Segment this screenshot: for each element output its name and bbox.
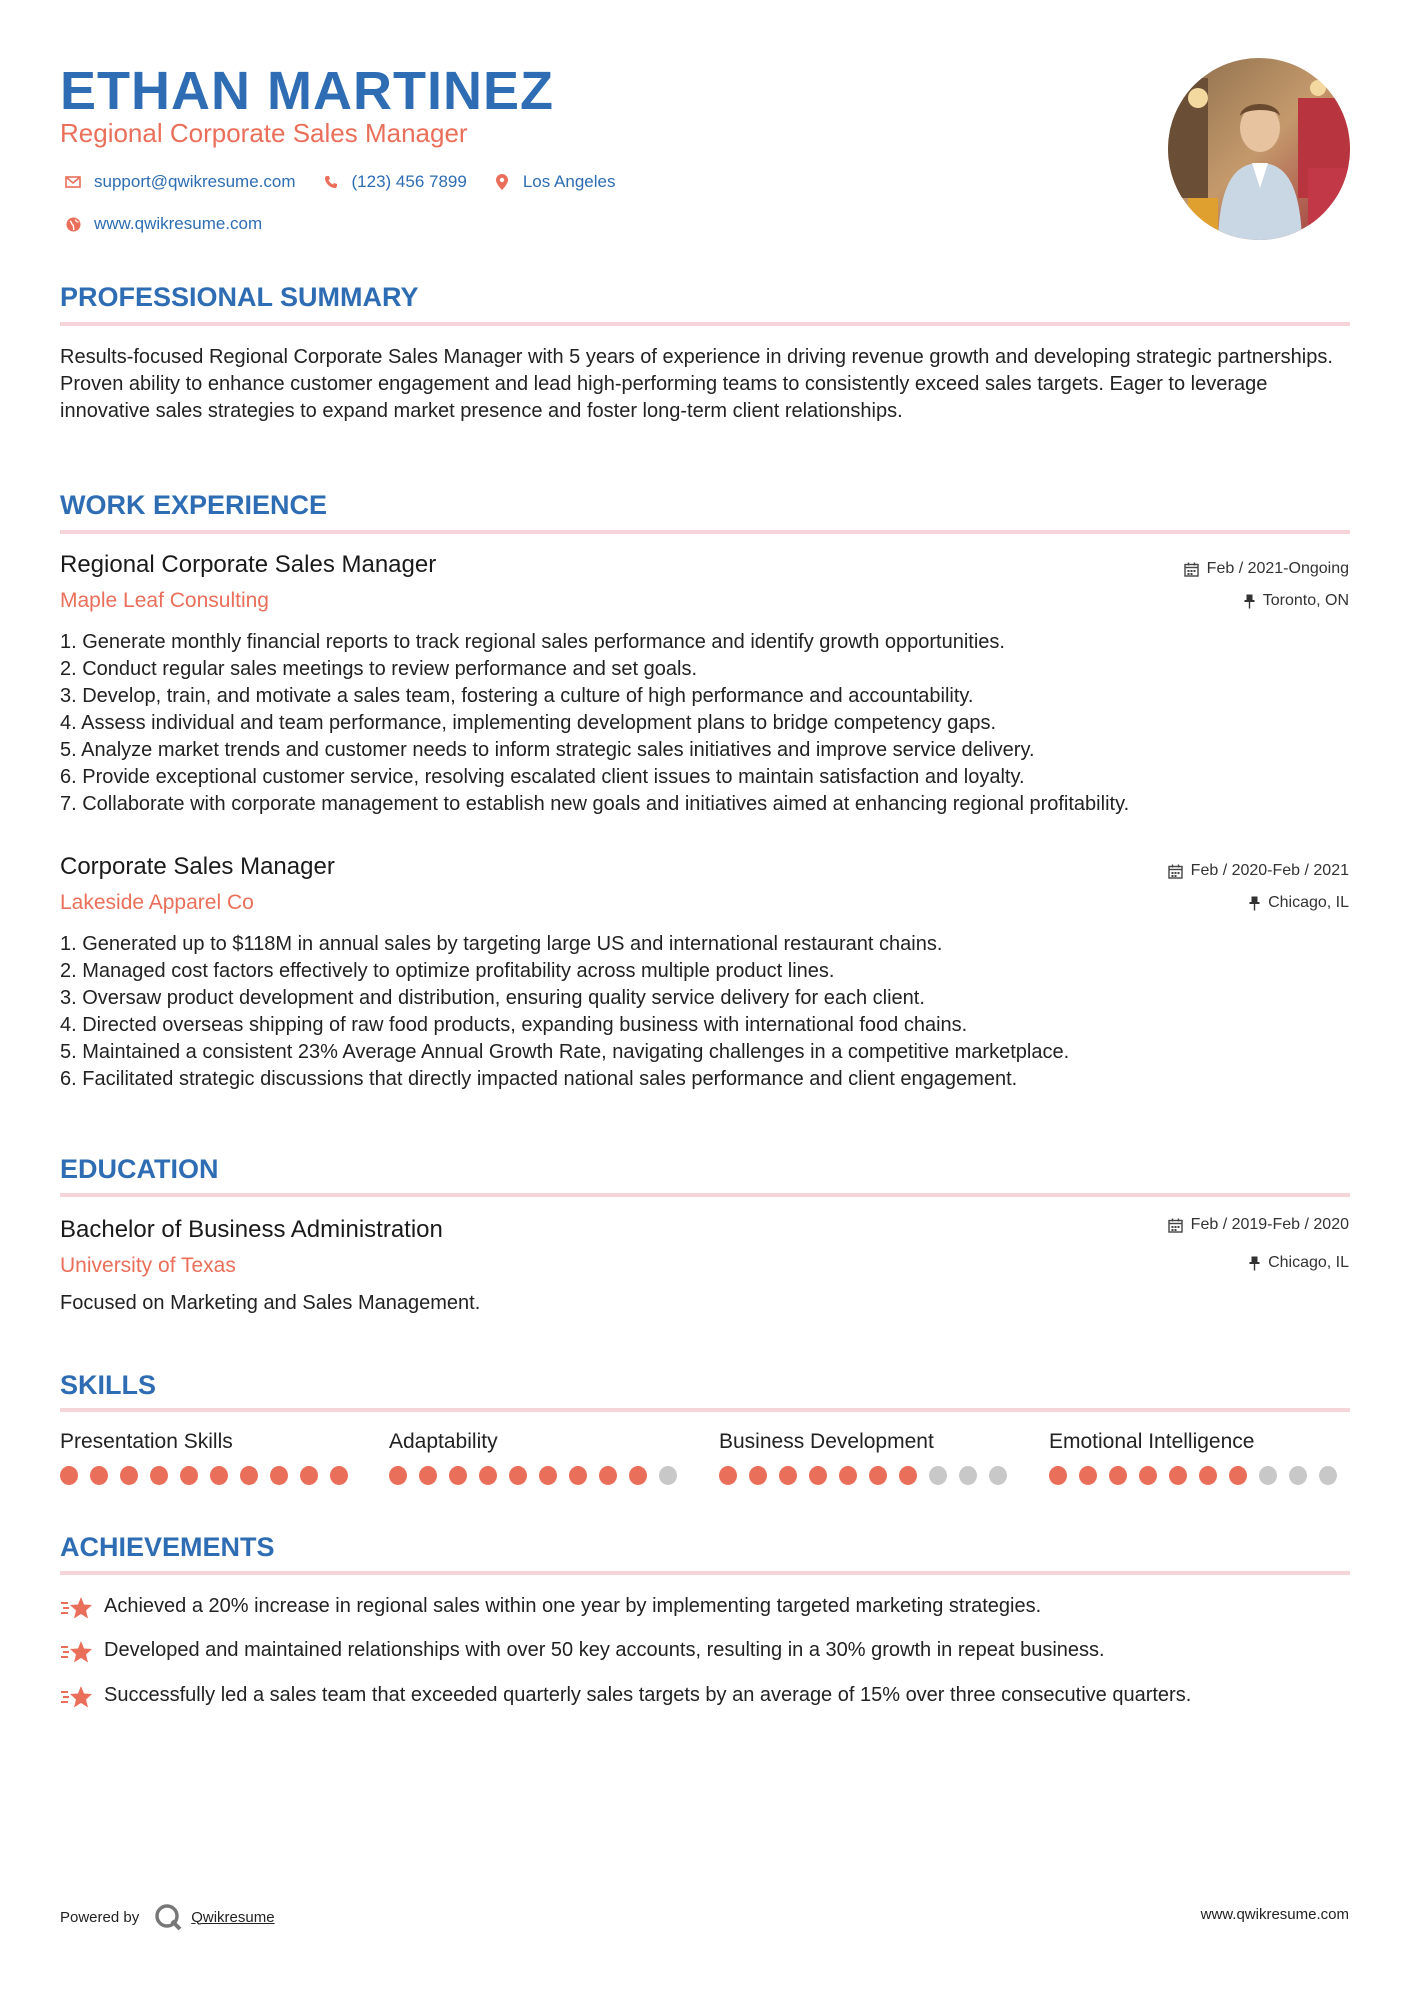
list-item: 1. Generated up to $118M in annual sales by targeting large US and international restaurant chains.	[60, 933, 943, 955]
education-heading: EDUCATION	[60, 1154, 219, 1184]
rating-dot-empty	[1319, 1466, 1337, 1485]
rating-dot-filled	[150, 1466, 168, 1485]
pushpin-icon	[1249, 1256, 1260, 1271]
website-contact[interactable]	[60, 214, 262, 234]
rating-dot-filled	[180, 1466, 198, 1485]
list-item: 5. Maintained a consistent 23% Average Annual Growth Rate, navigating challenges in a competitive marketplace.	[60, 1041, 1070, 1063]
job-dates-text: Feb / 2020-Feb / 2021	[1190, 862, 1349, 879]
rating-dot-filled	[509, 1466, 527, 1485]
list-item: 6. Provide exceptional customer service, resolving escalated client issues to maintain satisfaction and loyalty.	[60, 766, 1025, 788]
pushpin-icon	[1244, 594, 1255, 609]
location-text: Los Angeles	[522, 172, 616, 191]
phone-contact[interactable]	[318, 172, 467, 192]
list-item: 5. Analyze market trends and customer needs to inform strategic sales initiatives and improve service delivery.	[60, 739, 1035, 761]
job-responsibilities	[60, 629, 1360, 818]
rating-dot-filled	[899, 1466, 917, 1485]
contact-row	[60, 172, 637, 192]
list-item: 7. Collaborate with corporate management to establish new goals and initiatives aimed at enhancing regional profitability.	[60, 793, 1130, 815]
rating-dot-filled	[270, 1466, 288, 1485]
experience-heading: WORK EXPERIENCE	[60, 490, 328, 520]
rating-dot-empty	[929, 1466, 947, 1485]
rating-dot-filled	[419, 1466, 437, 1485]
rating-dot-empty	[959, 1466, 977, 1485]
map-pin-icon	[489, 174, 515, 190]
list-item: 1. Generate monthly financial reports to track regional sales performance and identify growth opportunities.	[60, 631, 1005, 653]
rating-dot-empty	[659, 1466, 677, 1485]
rating-dot-filled	[809, 1466, 827, 1485]
footer-powered-by	[60, 1902, 275, 1932]
achievement-text: Achieved a 20% increase in regional sales within one year by implementing targeted marketing strategies.	[104, 1595, 1042, 1617]
rating-dot-empty	[1289, 1466, 1307, 1485]
powered-by-label: Powered by	[60, 1908, 140, 1926]
rating-dot-filled	[839, 1466, 857, 1485]
skills-divider	[60, 1408, 1350, 1412]
achievement-text: Successfully led a sales team that exceeded quarterly sales targets by an average of 15% over three consecutive quarters.	[104, 1684, 1192, 1706]
job-location	[1249, 894, 1349, 912]
calendar-icon	[1168, 864, 1183, 879]
email-text: support@qwikresume.com	[94, 172, 296, 191]
website-row	[60, 214, 284, 234]
website-text: www.qwikresume.com	[94, 214, 263, 233]
phone-text: (123) 456 7899	[351, 172, 467, 191]
rating-dot-filled	[1199, 1466, 1217, 1485]
rating-dot-filled	[1109, 1466, 1127, 1485]
star-badge-icon	[60, 1684, 104, 1718]
rating-dot-filled	[210, 1466, 228, 1485]
job-dates	[1184, 560, 1349, 578]
star-badge-icon	[60, 1595, 104, 1629]
achievements-heading: ACHIEVEMENTS	[60, 1532, 275, 1562]
skill-name: Emotional Intelligence	[1049, 1430, 1255, 1453]
calendar-icon	[1184, 562, 1199, 577]
pushpin-icon	[1249, 896, 1260, 911]
education-dates	[1168, 1216, 1349, 1234]
rating-dot-filled	[869, 1466, 887, 1485]
education-divider	[60, 1193, 1350, 1197]
candidate-name: ETHAN MARTINEZ	[60, 61, 554, 121]
school-name: University of Texas	[60, 1254, 236, 1277]
experience-divider	[60, 530, 1350, 534]
rating-dot-filled	[240, 1466, 258, 1485]
candidate-title: Regional Corporate Sales Manager	[60, 118, 468, 148]
skill-rating	[1049, 1466, 1349, 1485]
job-dates-text: Feb / 2021-Ongoing	[1206, 560, 1349, 577]
achievement-item	[60, 1593, 1350, 1629]
skills-heading: SKILLS	[60, 1370, 157, 1400]
achievement-text: Developed and maintained relationships with over 50 key accounts, resulting in a 30% growth in repeat business.	[104, 1639, 1105, 1661]
rating-dot-filled	[599, 1466, 617, 1485]
skill-item	[1049, 1430, 1349, 1485]
job-title: Corporate Sales Manager	[60, 853, 335, 880]
rating-dot-filled	[1049, 1466, 1067, 1485]
rating-dot-filled	[749, 1466, 767, 1485]
calendar-icon	[1168, 1218, 1183, 1233]
skill-rating	[389, 1466, 689, 1485]
achievement-item	[60, 1682, 1350, 1718]
degree-title: Bachelor of Business Administration	[60, 1216, 443, 1243]
rating-dot-empty	[989, 1466, 1007, 1485]
list-item: 3. Develop, train, and motivate a sales team, fostering a culture of high performance and accountability.	[60, 685, 974, 707]
achievement-item	[60, 1637, 1350, 1673]
rating-dot-filled	[330, 1466, 348, 1485]
list-item: 4. Assess individual and team performance, implementing development plans to bridge competency gaps.	[60, 712, 997, 734]
skill-item	[719, 1430, 1019, 1485]
footer-website[interactable]: www.qwikresume.com	[1200, 1906, 1349, 1923]
list-item: 6. Facilitated strategic discussions that directly impacted national sales performance and client engagement.	[60, 1068, 1018, 1090]
skill-name: Adaptability	[389, 1430, 498, 1453]
list-item: 2. Conduct regular sales meetings to review performance and set goals.	[60, 658, 698, 680]
rating-dot-filled	[449, 1466, 467, 1485]
globe-icon	[60, 217, 86, 232]
skill-name: Presentation Skills	[60, 1430, 233, 1453]
job-responsibilities	[60, 931, 1360, 1093]
job-location-text: Chicago, IL	[1268, 894, 1349, 911]
envelope-icon	[60, 176, 86, 188]
skill-item	[389, 1430, 689, 1485]
star-badge-icon	[60, 1639, 104, 1673]
rating-dot-filled	[719, 1466, 737, 1485]
summary-heading: PROFESSIONAL SUMMARY	[60, 282, 419, 312]
qwikresume-link[interactable]: Qwikresume	[191, 1908, 275, 1926]
list-item: 3. Oversaw product development and distribution, ensuring quality service delivery for each client.	[60, 987, 925, 1009]
profile-photo	[1168, 58, 1350, 240]
rating-dot-filled	[60, 1466, 78, 1485]
skill-rating	[60, 1466, 360, 1485]
rating-dot-filled	[1079, 1466, 1097, 1485]
job-location	[1244, 592, 1349, 610]
rating-dot-filled	[539, 1466, 557, 1485]
skill-rating	[719, 1466, 1019, 1485]
rating-dot-filled	[1229, 1466, 1247, 1485]
rating-dot-filled	[1139, 1466, 1157, 1485]
job-location-text: Toronto, ON	[1262, 592, 1349, 609]
skill-item	[60, 1430, 360, 1485]
rating-dot-filled	[479, 1466, 497, 1485]
education-location	[1249, 1254, 1349, 1272]
rating-dot-filled	[779, 1466, 797, 1485]
location-contact	[489, 172, 616, 192]
rating-dot-filled	[300, 1466, 318, 1485]
education-dates-text: Feb / 2019-Feb / 2020	[1190, 1216, 1349, 1233]
list-item: 4. Directed overseas shipping of raw food products, expanding business with international food chains.	[60, 1014, 968, 1036]
email-contact[interactable]	[60, 172, 296, 192]
summary-divider	[60, 322, 1350, 326]
job-dates	[1168, 862, 1349, 880]
skill-name: Business Development	[719, 1430, 934, 1453]
company-name: Maple Leaf Consulting	[60, 589, 269, 612]
qwikresume-logo-icon	[153, 1902, 183, 1932]
rating-dot-filled	[389, 1466, 407, 1485]
job-title: Regional Corporate Sales Manager	[60, 551, 437, 578]
education-description: Focused on Marketing and Sales Management.	[60, 1292, 481, 1314]
rating-dot-empty	[1259, 1466, 1277, 1485]
rating-dot-filled	[90, 1466, 108, 1485]
summary-text: Results-focused Regional Corporate Sales Manager with 5 years of experience in driving revenue growth and developing strategic partnerships. Proven ability to enhance customer engagement and lead high-performing teams to consistently exceed sales targets. Eager to leverage innovative sales strategies to expand market presence and foster long-term client relationships.	[60, 346, 1333, 422]
phone-icon	[318, 175, 344, 189]
education-location-text: Chicago, IL	[1268, 1254, 1349, 1271]
rating-dot-filled	[1169, 1466, 1187, 1485]
rating-dot-filled	[120, 1466, 138, 1485]
rating-dot-filled	[569, 1466, 587, 1485]
achievements-divider	[60, 1571, 1350, 1575]
company-name: Lakeside Apparel Co	[60, 891, 254, 914]
rating-dot-filled	[629, 1466, 647, 1485]
list-item: 2. Managed cost factors effectively to optimize profitability across multiple product lines.	[60, 960, 835, 982]
